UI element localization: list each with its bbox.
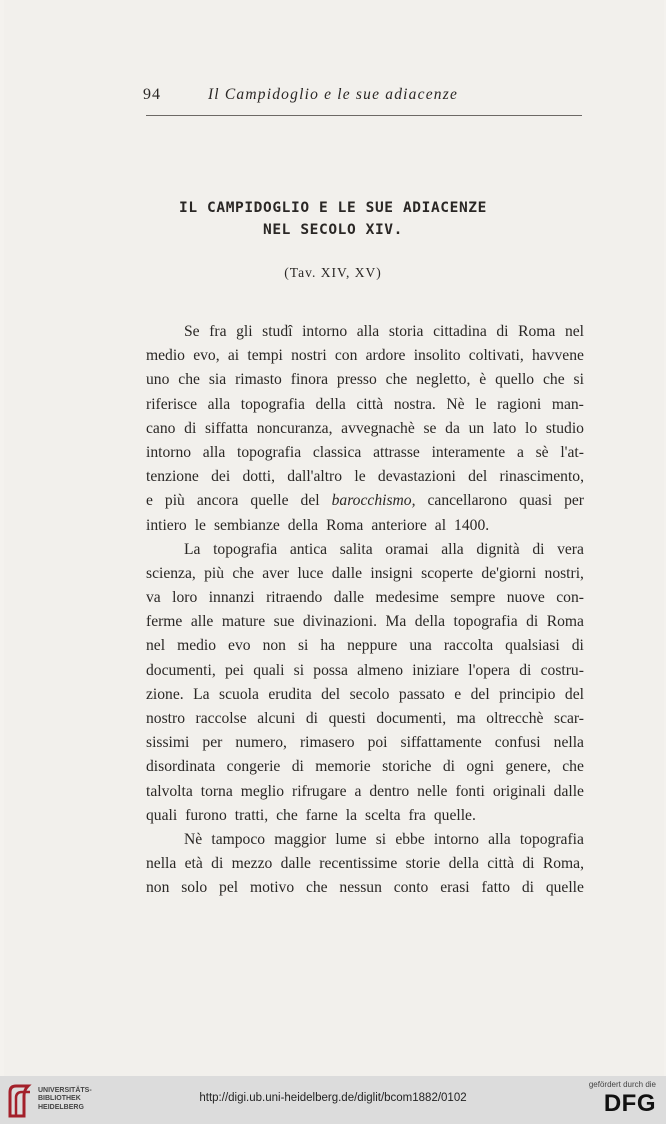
word: nuove: [506, 589, 545, 607]
word: alla: [202, 443, 226, 461]
word: numero,: [235, 734, 287, 752]
word: al: [434, 516, 447, 534]
word: medio: [177, 637, 217, 655]
word: ardore: [365, 347, 406, 365]
text-line: [146, 417, 584, 441]
word: per: [564, 492, 584, 510]
word: genere,: [505, 758, 551, 776]
word: oltrecchè: [486, 710, 544, 727]
text-line: [146, 514, 584, 538]
word: e: [454, 685, 462, 703]
word: che: [276, 806, 298, 824]
word: cittadina: [433, 323, 487, 340]
word: alla: [356, 323, 380, 340]
word: lato: [492, 419, 517, 437]
library-name-line: BIBLIOTHEK: [38, 1095, 81, 1103]
word: rifrugare: [292, 782, 347, 800]
text-line: [146, 320, 584, 344]
word: nel: [564, 323, 584, 340]
word: medio: [146, 347, 185, 365]
word: anteriore: [371, 516, 427, 534]
word: l'opera: [468, 661, 511, 679]
word: talvolta: [146, 782, 193, 800]
text-line: [146, 634, 584, 658]
word: farne: [305, 806, 338, 824]
word: fra: [209, 323, 227, 340]
word: Se: [184, 323, 200, 340]
word: coltivati,: [468, 347, 524, 365]
word: di: [184, 419, 197, 437]
word: che: [178, 371, 200, 389]
word: la: [345, 806, 358, 824]
word: topografia: [453, 613, 518, 631]
word: sè: [535, 443, 549, 461]
word: scoperte: [421, 564, 474, 582]
word: e: [146, 492, 153, 510]
word: evo: [228, 637, 251, 655]
word: fra: [408, 806, 426, 824]
running-head: [0, 86, 666, 108]
word: del: [470, 685, 490, 703]
word: lume: [335, 830, 367, 848]
page-number: 94: [143, 86, 161, 103]
word: topografia: [240, 395, 305, 413]
word: secolo: [349, 685, 390, 703]
word: topografia: [237, 443, 302, 461]
word: dalle: [553, 782, 584, 800]
word: se: [423, 419, 437, 437]
word: ebbe: [395, 830, 425, 848]
word: si: [375, 830, 387, 848]
word: l'at-: [560, 443, 584, 461]
word: non: [262, 637, 286, 655]
word: di: [519, 661, 532, 679]
word: originali: [492, 782, 546, 800]
word: iniziare: [412, 661, 460, 679]
word: evo,: [193, 347, 220, 365]
text-line: [146, 731, 584, 755]
word: nessun: [339, 879, 382, 897]
word: aver: [262, 564, 290, 582]
word: memorie: [315, 758, 371, 776]
word: di: [305, 710, 318, 727]
word: man-: [551, 395, 584, 413]
word: alla: [441, 540, 464, 558]
word: scuola: [219, 685, 259, 703]
word: Roma: [518, 323, 556, 340]
word: documenti,: [376, 710, 447, 727]
text-line: [146, 828, 584, 852]
word: nostro: [146, 710, 185, 727]
text-line: [146, 755, 584, 779]
word: di: [211, 855, 224, 873]
running-title: Il Campidoglio e le sue adiacenze: [207, 86, 459, 103]
word: città: [487, 855, 515, 873]
word: cancellarono: [427, 492, 508, 510]
word: studio: [545, 419, 584, 437]
word: di: [291, 758, 304, 776]
word: salita: [339, 540, 373, 558]
word: havvene: [531, 347, 584, 365]
word: avvegnachè: [341, 419, 415, 437]
text-line: [146, 852, 584, 876]
word: siffatta: [204, 419, 248, 437]
word: noncuranza,: [256, 419, 333, 437]
word: dei: [211, 468, 231, 486]
library-name-line: UNIVERSITÄTS-: [38, 1087, 92, 1094]
word: da: [445, 419, 460, 437]
word: ritraendo: [266, 589, 323, 607]
footer-bar: [0, 1076, 666, 1124]
word: sissimi: [146, 734, 190, 752]
word: del: [564, 685, 584, 703]
word: storia: [388, 323, 424, 340]
word: raccolse: [195, 710, 247, 727]
text-line: [146, 610, 584, 634]
word: ma: [456, 710, 476, 727]
word: storiche: [382, 758, 432, 776]
word: medesime: [375, 589, 439, 607]
word: va: [146, 589, 161, 607]
word: ragioni: [497, 395, 542, 413]
text-line: [146, 441, 584, 465]
word: scienza,: [146, 564, 196, 582]
word: che: [385, 371, 408, 389]
word: ogni: [466, 758, 495, 776]
library-name-line: HEIDELBERG: [38, 1103, 84, 1111]
header-rule: [146, 115, 582, 116]
word: zione.: [146, 685, 184, 703]
word: riferisce: [146, 395, 198, 413]
word: pel: [219, 879, 239, 897]
word: ancora: [196, 492, 239, 510]
word: vera: [557, 540, 584, 558]
word: maggior: [274, 830, 327, 848]
word: Nè: [184, 830, 203, 848]
word: siffattamente: [400, 734, 482, 752]
word: quelle.: [433, 806, 476, 824]
word: quello: [495, 371, 535, 389]
word: che: [232, 564, 254, 582]
text-line: [146, 780, 584, 804]
word: innanzi: [208, 589, 255, 607]
word: nostra.: [393, 395, 436, 413]
funder-caption: gefördert durch die: [588, 1080, 656, 1089]
word: quali: [253, 661, 285, 679]
word: dalle: [331, 564, 363, 582]
word: quelle: [545, 879, 584, 897]
word: non: [146, 879, 170, 897]
word: di: [442, 758, 455, 776]
word: alla: [488, 830, 511, 848]
word: nostri,: [544, 564, 584, 582]
word: si: [293, 661, 305, 679]
word: dalle: [333, 589, 365, 607]
word: interamente: [431, 443, 506, 461]
word: fatto: [481, 879, 511, 897]
word: alcuni: [257, 710, 296, 727]
word: principio: [499, 685, 556, 703]
word: intorno: [302, 323, 348, 340]
word: torna: [200, 782, 233, 800]
word: ferme: [146, 613, 183, 631]
word: della: [414, 613, 446, 631]
word: rimasero: [299, 734, 355, 752]
text-line: [146, 344, 584, 368]
word: La: [184, 540, 201, 558]
word: di: [526, 613, 539, 631]
word: tempi: [247, 347, 283, 365]
word: Roma: [546, 613, 584, 631]
word: si: [573, 371, 584, 389]
word: questi: [328, 710, 366, 727]
word: ai: [227, 347, 240, 365]
word: le: [475, 395, 487, 413]
text-line: [146, 876, 584, 900]
word: La: [193, 685, 210, 703]
word: luce: [297, 564, 324, 582]
word: di: [522, 855, 535, 873]
word: costru-: [540, 661, 584, 679]
word: della: [448, 855, 479, 873]
word: erudita: [268, 685, 312, 703]
word: di: [521, 879, 534, 897]
word: con-: [556, 589, 584, 607]
word: di: [532, 540, 545, 558]
word: è: [479, 371, 487, 389]
word: ha: [320, 637, 336, 655]
text-line: [146, 538, 584, 562]
word: scar-: [554, 710, 584, 727]
word: conto: [393, 879, 429, 897]
word: negletto,: [416, 371, 471, 389]
word: della: [315, 395, 346, 413]
word: quasi: [519, 492, 553, 510]
word: più: [204, 564, 225, 582]
word: quelle: [250, 492, 289, 510]
plate-reference: (Tav. XIV, XV): [284, 265, 382, 280]
word: rinascimento,: [499, 468, 584, 486]
word: sempre: [450, 589, 496, 607]
word: passato: [398, 685, 445, 703]
word: storie: [405, 855, 441, 873]
word: furono: [185, 806, 227, 824]
word: solo: [181, 879, 208, 897]
word: nostri: [291, 347, 327, 365]
word: insolito: [413, 347, 461, 365]
permalink-url[interactable]: http://digi.ub.uni-heidelberg.de/diglit/bcom1882/0102: [199, 1092, 467, 1104]
word: a: [354, 782, 362, 800]
word: sia: [208, 371, 227, 389]
word: età: [184, 855, 203, 873]
word: sue: [273, 613, 295, 631]
word: pei: [224, 661, 245, 679]
text-line: [146, 489, 584, 513]
word: poi: [367, 734, 388, 752]
text-line: [146, 586, 584, 610]
word: topografia: [213, 540, 278, 558]
word: dotti,: [242, 468, 275, 486]
word: disordinata: [146, 758, 216, 776]
word: divinazioni.: [302, 613, 377, 631]
word: Nè: [446, 395, 465, 413]
dfg-logo[interactable]: DFG: [603, 1090, 656, 1117]
word: almeno: [357, 661, 404, 679]
word: di: [571, 637, 584, 655]
word: si: [297, 637, 309, 655]
text-line: [146, 562, 584, 586]
word: dalle: [280, 855, 311, 873]
word: sembianze: [213, 516, 280, 534]
word: topografia: [519, 830, 584, 848]
word: rimasto: [235, 371, 282, 389]
word: classica: [312, 443, 362, 461]
word: meglio: [240, 782, 285, 800]
word: le: [354, 468, 366, 486]
word: nella: [553, 734, 584, 752]
text-line: [146, 659, 584, 683]
word: quali: [146, 806, 178, 824]
chapter-title-line-1: IL CAMPIDOGLIO E LE SUE ADIACENZE: [179, 200, 487, 216]
word: del: [468, 468, 488, 486]
word: tampoco: [211, 830, 266, 848]
word: lo: [524, 419, 538, 437]
word: alla: [207, 395, 231, 413]
word: documenti,: [146, 661, 216, 679]
word: 1400.: [454, 516, 490, 534]
word: devastazioni: [377, 468, 456, 486]
word: tratti,: [234, 806, 269, 824]
word: per: [202, 734, 223, 752]
word: intorno: [146, 443, 192, 461]
word: qualsiasi: [505, 637, 560, 655]
word: dignità: [476, 540, 520, 558]
word: nella: [146, 855, 177, 873]
text-line: [146, 465, 584, 489]
word: una: [409, 637, 432, 655]
word: gli: [236, 323, 253, 340]
word: Roma,: [542, 855, 584, 873]
word: uno: [146, 371, 170, 389]
word: attrasse: [373, 443, 420, 461]
word: della: [287, 516, 319, 534]
word: fonti: [455, 782, 485, 800]
body-text: [146, 320, 584, 901]
word: confusi: [494, 734, 541, 752]
word: barocchismo,: [331, 492, 416, 510]
word: studî: [262, 323, 293, 340]
word: raccolta: [443, 637, 494, 655]
word: recentissime: [319, 855, 398, 873]
word: tenzione: [146, 468, 199, 486]
word: scelta: [365, 806, 401, 824]
word: dall'altro: [287, 468, 343, 486]
word: neppure: [347, 637, 398, 655]
word: nelle: [417, 782, 448, 800]
text-line: [146, 393, 584, 417]
word: mezzo: [231, 855, 273, 873]
word: congerie: [226, 758, 281, 776]
word: del: [300, 492, 320, 510]
word: cano: [146, 419, 176, 437]
word: intiero: [146, 516, 187, 534]
word: intorno: [433, 830, 479, 848]
word: alle: [190, 613, 214, 631]
text-line: [146, 707, 584, 731]
word: insigni: [370, 564, 413, 582]
text-line: [146, 683, 584, 707]
word: città: [356, 395, 384, 413]
word: nel: [146, 637, 166, 655]
word: con: [334, 347, 358, 365]
word: motivo: [249, 879, 295, 897]
word: che: [562, 758, 584, 776]
word: antica: [289, 540, 328, 558]
word: oramai: [385, 540, 429, 558]
word: dentro: [369, 782, 410, 800]
word: de'giorni: [481, 564, 537, 582]
word: del: [321, 685, 341, 703]
word: finora: [290, 371, 328, 389]
word: possa: [313, 661, 348, 679]
word: presso: [336, 371, 377, 389]
word: di: [496, 323, 509, 340]
word: che: [305, 879, 328, 897]
word: erasi: [440, 879, 470, 897]
word: le: [194, 516, 206, 534]
word: più: [164, 492, 185, 510]
word: loro: [172, 589, 198, 607]
text-line: [146, 368, 584, 392]
word: mature: [221, 613, 266, 631]
chapter-title-line-2: NEL SECOLO XIV.: [263, 222, 403, 238]
word: Ma: [385, 613, 407, 631]
word: che: [542, 371, 565, 389]
word: a: [516, 443, 524, 461]
text-line: [146, 804, 584, 828]
word: un: [468, 419, 485, 437]
word: Roma: [326, 516, 364, 534]
